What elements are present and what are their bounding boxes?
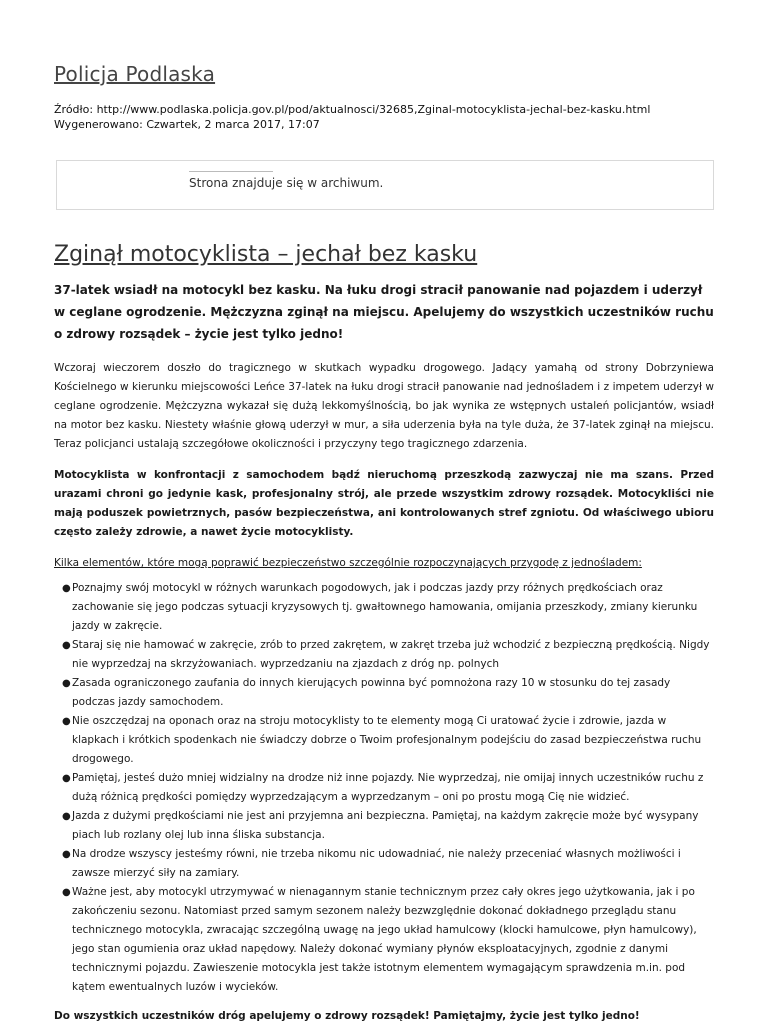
list-item (62, 636, 714, 674)
tip-text: Ważne jest, aby motocykl utrzymywać w nienagannym stanie technicznym przez cały okres jego użytkowania, jak i po zakończeniu sezonu. Natomiast przed samym sezonem należy bezwzględnie dokonać dokładnego przeglądu stanu technicznego motocykla, zwracając szczególną uwagę na jego układ hamulcowy (klocki hamulcowe, płyn hamulcowy), jego stan ogumienia oraz układ napędowy. Należy dokonać wymiany płynów eksploatacyjnych, zgodnie z danymi technicznymi pojazdu. Zawieszenie motocykla jest także istotnym elementem wymagającym sprawdzenia m.in. pod kątem ewentualnych luzów i wycieków. (72, 886, 697, 993)
article-title[interactable]: Zginął motocyklista – jechał bez kasku (54, 242, 478, 267)
bullet-icon: ● (62, 716, 71, 727)
tip-text: Nie oszczędzaj na oponach oraz na stroju motocyklisty to te elementy mogą Ci uratować życie i zdrowie, jazda w klapkach i krótkich spodenkach nie świadczy dobrze o Twoim profesjonalnym podejściu do zasad bezpieczeństwa ruchu drogowego. (72, 715, 702, 765)
list-item (62, 579, 714, 636)
bullet-icon: ● (62, 887, 71, 898)
site-title[interactable]: Policja Podlaska (54, 62, 216, 86)
archive-notice-box (56, 160, 714, 210)
bullet-icon: ● (62, 773, 71, 784)
list-item (62, 769, 714, 807)
list-item (62, 712, 714, 769)
list-item (62, 674, 714, 712)
bullet-icon: ● (62, 583, 71, 594)
article-lead: 37-latek wsiadł na motocykl bez kasku. Na łuku drogi stracił panowanie nad pojazdem i uderzył w ceglane ogrodzenie. Mężczyzna zginął na miejscu. Apelujemy do wszystkich uczestników ruchu o zdrowy rozsądek – życie jest tylko jedno! (54, 283, 714, 341)
archive-divider (189, 171, 273, 172)
tip-text: Pamiętaj, jesteś dużo mniej widzialny na drodze niż inne pojazdy. Nie wyprzedzaj, nie omijaj innych uczestników ruchu z dużą różnicą prędkości pomiędzy wyprzedzającym a wyprzedzanym – oni po prostu mogą Cię nie widzieć. (72, 772, 704, 803)
page-meta (54, 102, 714, 132)
list-item (62, 883, 714, 997)
tips-intro: Kilka elementów, które mogą poprawić bezpieczeństwo szczególnie rozpoczynających przygodę z jednośladem: (54, 557, 642, 569)
generated-line: Wygenerowano: Czwartek, 2 marca 2017, 17:07 (54, 118, 320, 131)
tip-text: Jazda z dużymi prędkościami nie jest ani przyjemna ani bezpieczna. Pamiętaj, na każdym zakręcie może być wysypany piach lub rozlany olej lub inna śliska substancja. (72, 810, 699, 841)
list-item (62, 807, 714, 845)
bullet-icon: ● (62, 640, 71, 651)
tip-text: Staraj się nie hamować w zakręcie, zrób to przed zakrętem, w zakręt trzeba już wchodzić z bezpieczną prędkością. Nigdy nie wyprzedzaj na skrzyżowaniach. wyprzedzaniu na zjazdach z dróg np. polnych (72, 639, 710, 670)
bullet-icon: ● (62, 849, 71, 860)
article-paragraph-2: Motocyklista w konfrontacji z samochodem bądź nieruchomą przeszkodą zazwyczaj nie ma szans. Przed urazami chroni go jedynie kask, profesjonalny strój, ale przede wszystkim zdrowy rozsądek. Motocykliści nie mają poduszek powietrznych, pasów bezpieczeństwa, ani kontrolowanych stref zgniotu. Od właściwego ubioru często zależy zdrowie, a nawet życie motocyklisty. (54, 469, 714, 538)
tip-text: Zasada ograniczonego zaufania do innych kierujących powinna być pomnożona razy 10 w stosunku do tej zasady podczas jazdy samochodem. (72, 677, 671, 708)
bullet-icon: ● (62, 811, 71, 822)
closing-appeal: Do wszystkich uczestników dróg apelujemy o zdrowy rozsądek! Pamiętajmy, życie jest tylko jedno! (54, 1010, 640, 1022)
tip-text: Poznajmy swój motocykl w różnych warunkach pogodowych, jak i podczas jazdy przy różnych prędkościach oraz zachowanie się jego podczas sytuacji kryzysowych tj. gwałtownego hamowania, omijania przeszkody, zmiany kierunku jazdy w zakręcie. (72, 582, 698, 632)
tip-text: Na drodze wszyscy jesteśmy równi, nie trzeba nikomu nic udowadniać, nie należy przeceniać własnych możliwości i zawsze mierzyć siły na zamiary. (72, 848, 681, 879)
article-paragraph-1: Wczoraj wieczorem doszło do tragicznego w skutkach wypadku drogowego. Jadący yamahą od strony Dobrzyniewa Kościelnego w kierunku miejscowości Leńce 37-latek na łuku drogi stracił panowanie nad jednośladem i z impetem uderzył w ceglane ogrodzenie. Mężczyzna wykazał się dużą lekkomyślnością, bo jak wynika ze wstępnych ustaleń policjantów, wsiadł na motor bez kasku. Niestety właśnie głową uderzył w mur, a siła uderzenia była na tyle duża, że 37-latek zginął na miejscu. Teraz policjanci ustalają szczegółowe okoliczności i przyczyny tego tragicznego zdarzenia. (54, 362, 714, 450)
tips-list (54, 579, 714, 997)
bullet-icon: ● (62, 678, 71, 689)
archive-notice: Strona znajduje się w archiwum. (189, 176, 384, 190)
list-item (62, 845, 714, 883)
source-line: Źródło: http://www.podlaska.policja.gov.pl/pod/aktualnosci/32685,Zginal-motocyklista-jechal-bez-kasku.html (54, 103, 651, 116)
